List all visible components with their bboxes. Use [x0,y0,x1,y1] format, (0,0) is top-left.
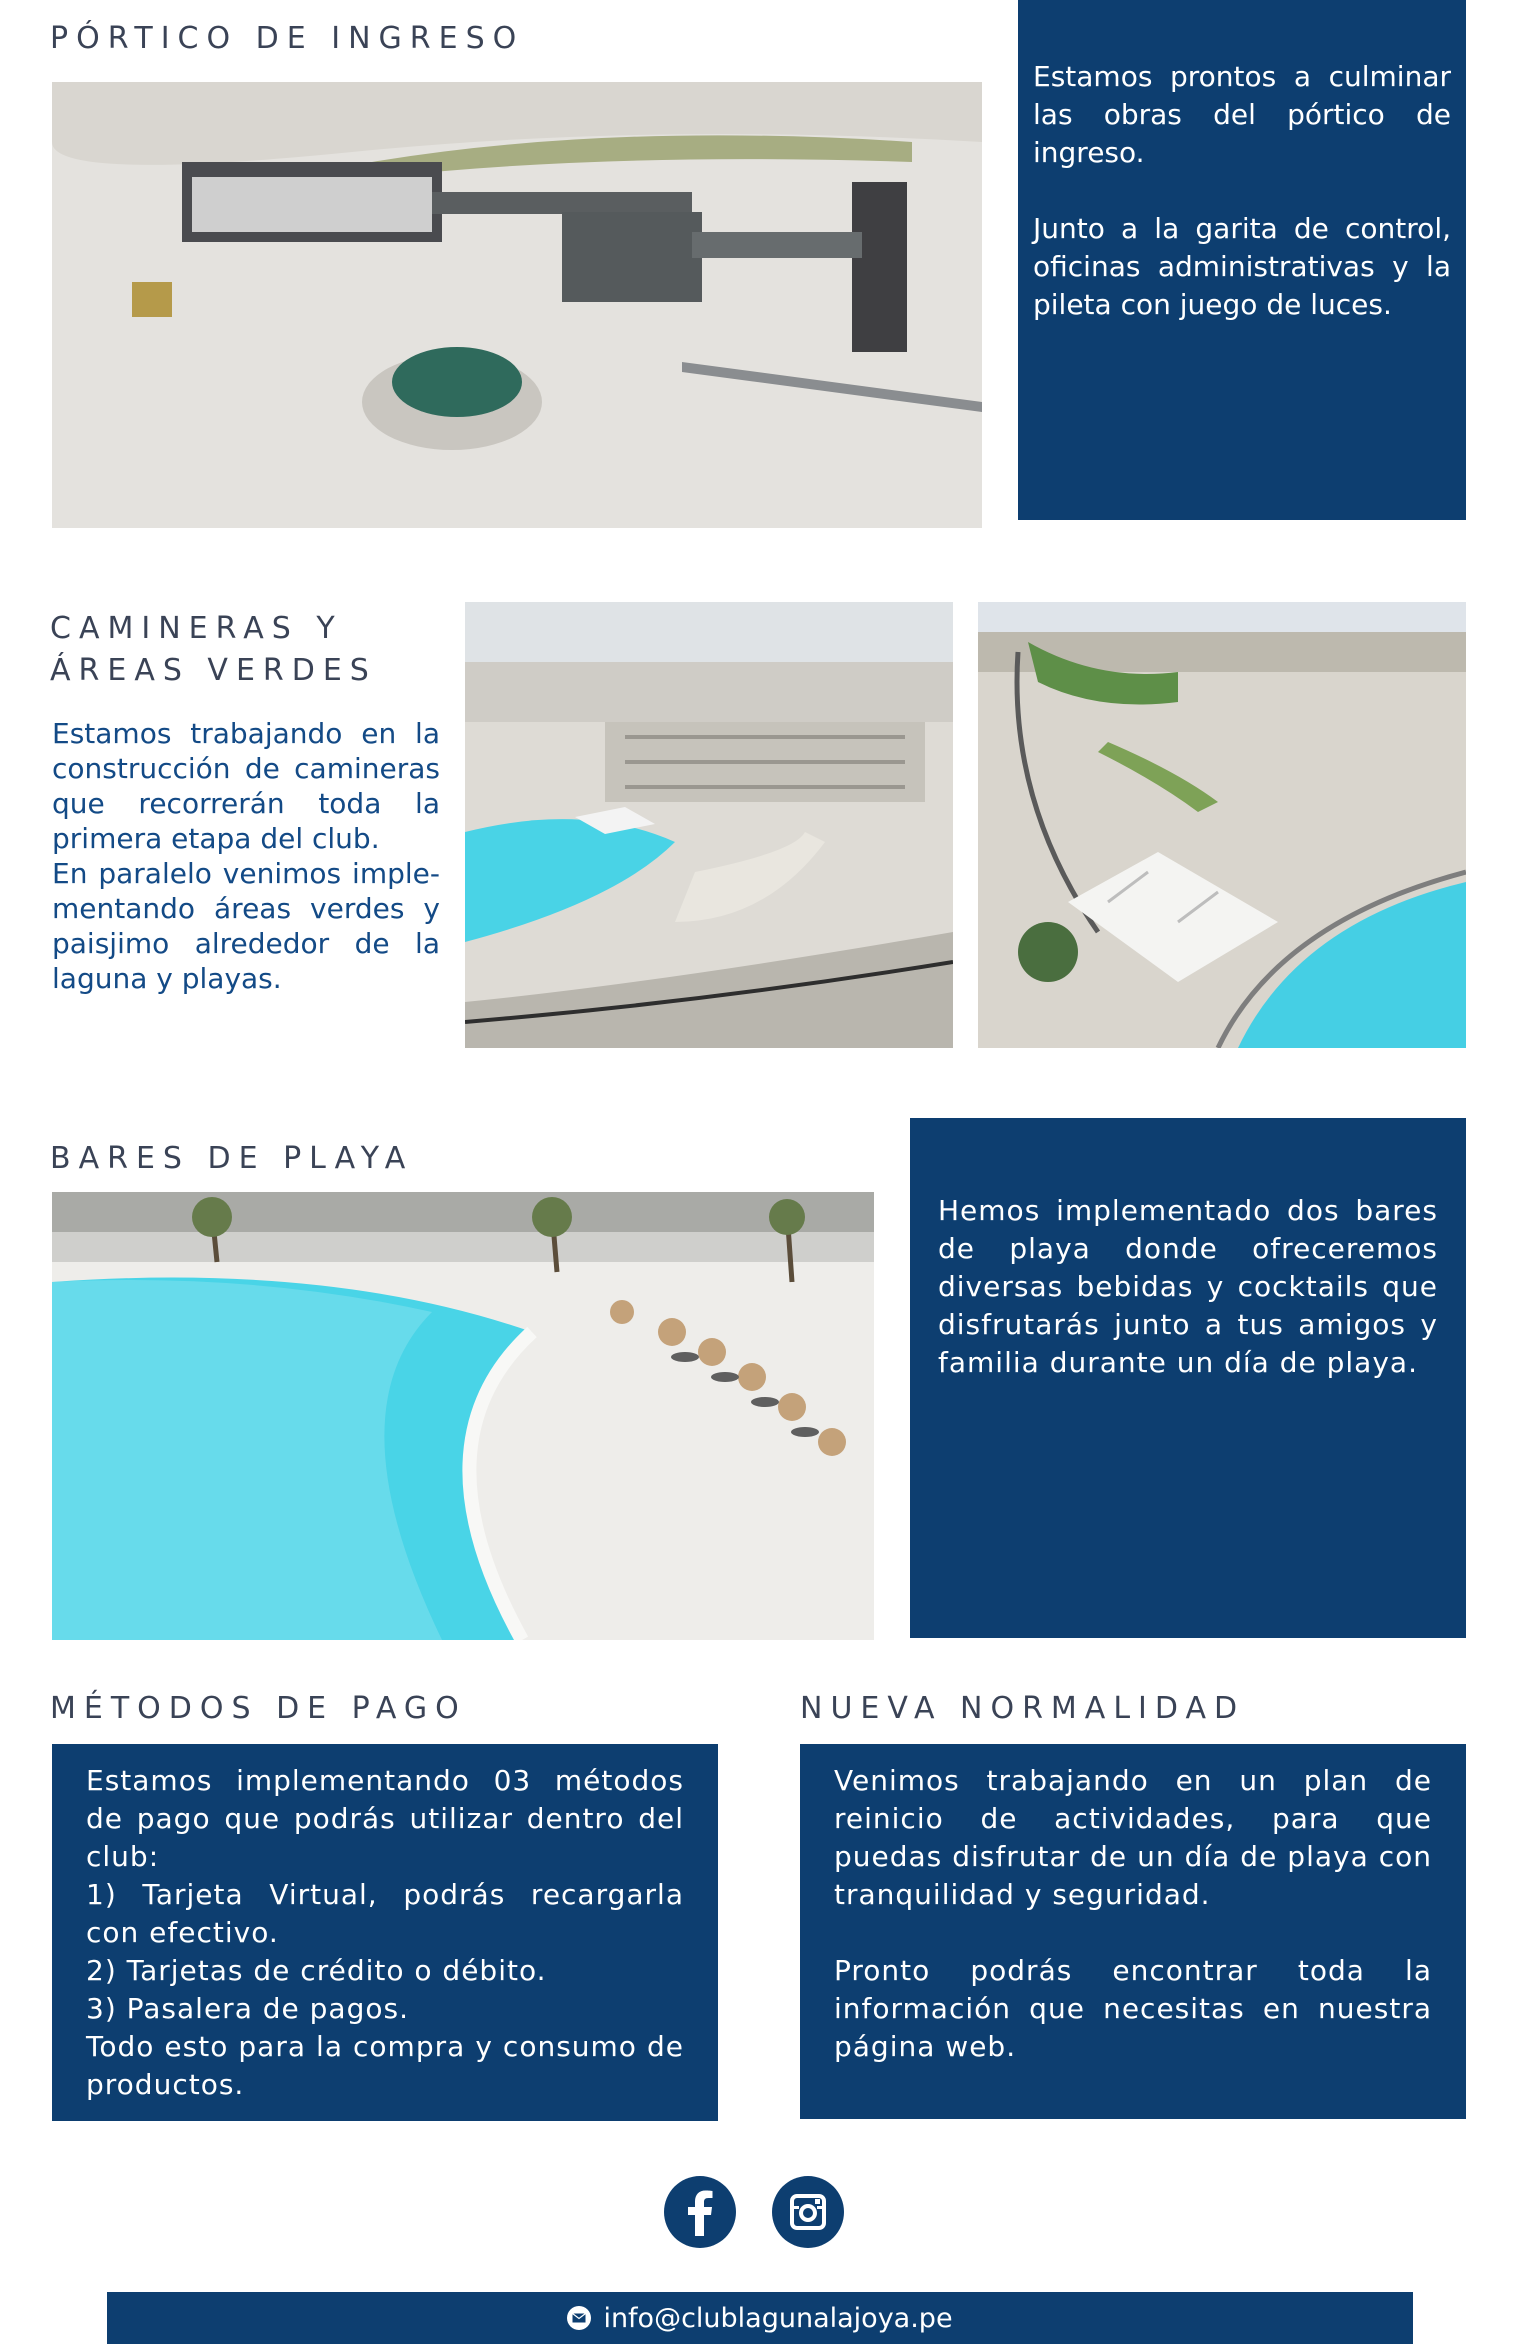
portico-text: Estamos prontos a culminar las obras del pórtico de ingreso. Junto a la garita de control, oficinas administrativas y la pileta con juego de luces. [1033,60,1451,321]
camineras-text: Estamos trabajando en la construcción de camineras que recorrerán toda la primera etapa del club. En paralelo venimos imple-mentando áreas verdes y paisjimo alrededor de la laguna y playas. [52,717,440,995]
bares-heading: BARES DE PLAYA [50,1141,414,1176]
camineras-heading-line1: CAMINERAS Y [50,611,343,646]
instagram-icon [789,2193,827,2231]
camineras-heading [50,608,377,692]
bares-photo [52,1192,874,1640]
footer-bar [107,2292,1413,2344]
camineras-photo-1 [465,602,953,1048]
camineras-heading-line2: ÁREAS VERDES [50,653,377,688]
facebook-button[interactable] [664,2176,736,2248]
bares-info-box [910,1118,1466,1638]
metodos-heading: MÉTODOS DE PAGO [50,1691,467,1726]
metodos-text: Estamos implementando 03 métodos de pago que podrás utilizar dentro del club: 1) Tarjeta Virtual, podrás recargarla con efectivo. 2) Tarjetas de crédito o débito. 3) Pasalera de pagos. Todo esto para la compra y consumo de productos. [86,1764,684,2101]
bares-text: Hemos implementado dos bares de playa donde ofreceremos diversas bebidas y cocktails que disfrutarás junto a tus amigos y familia durante un día de playa. [938,1194,1438,1379]
instagram-button[interactable] [772,2176,844,2248]
portico-photo [52,82,982,528]
metodos-info-box [52,1744,718,2121]
facebook-icon [680,2188,720,2236]
portico-heading: PÓRTICO DE INGRESO [50,21,525,56]
footer-email-link[interactable]: info@clublagunalajoya.pe [603,2302,953,2334]
camineras-photo-2 [978,602,1466,1048]
portico-info-box [1018,0,1466,520]
mail-icon [567,2306,591,2330]
normalidad-heading: NUEVA NORMALIDAD [800,1691,1246,1726]
normalidad-text: Venimos trabajando en un plan de reinicio de actividades, para que puedas disfrutar de un día de playa con tranquilidad y seguridad. Pronto podrás encontrar toda la información que necesitas en nuestra página web. [834,1764,1432,2063]
normalidad-info-box [800,1744,1466,2119]
